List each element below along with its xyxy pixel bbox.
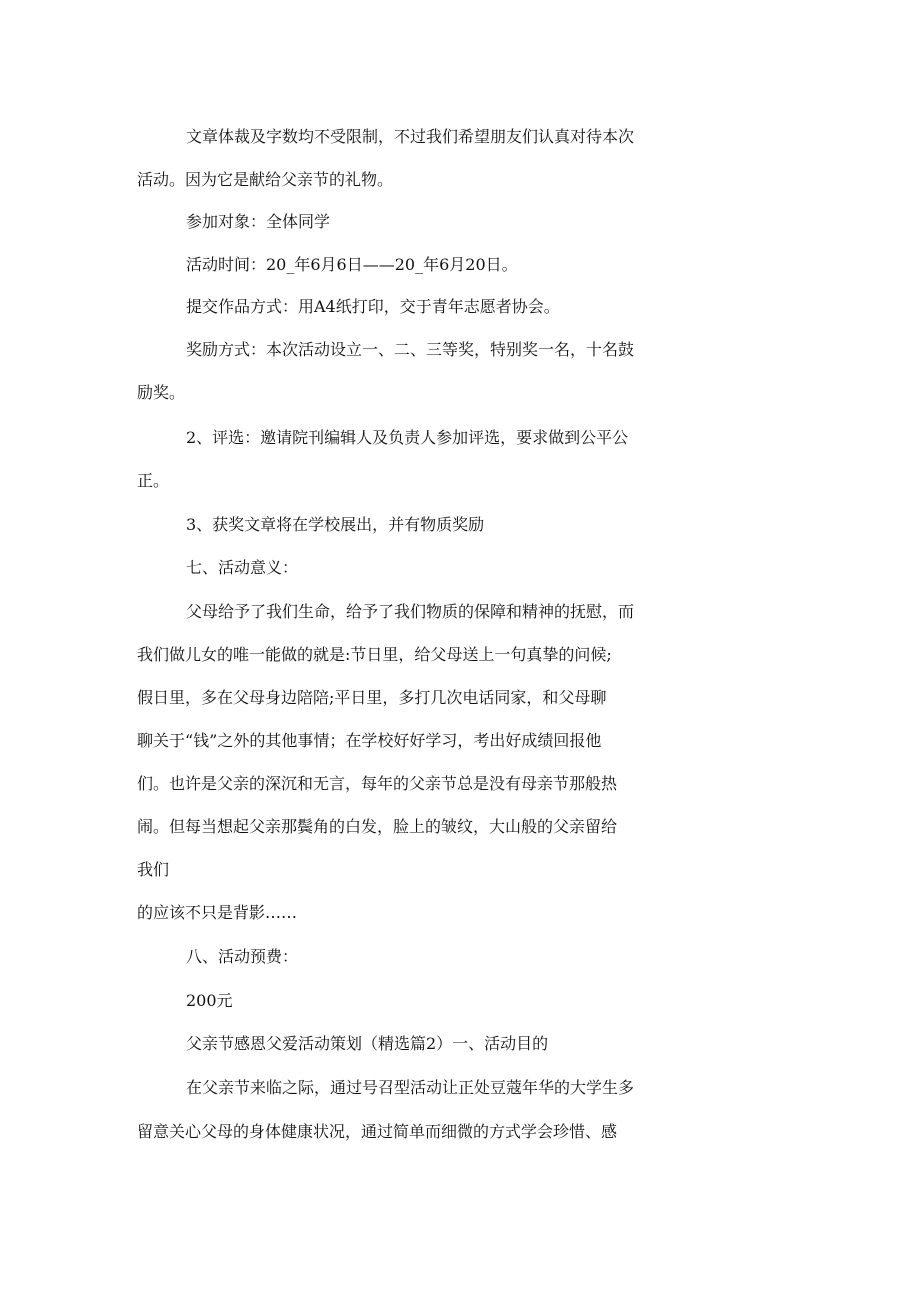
text-line: 励奖。 [137, 383, 186, 402]
section-heading: 七、活动意义： [186, 558, 299, 577]
text-line: 提交作品方式：用A4纸打印，交于青年志愿者协会。 [186, 297, 560, 316]
text-line: 我们 [137, 860, 170, 879]
text-line: 的应该不只是背影…… [137, 903, 298, 922]
text-line: 留意关心父母的身体健康状况，通过简单而细微的方式学会珍惜、感 [137, 1122, 618, 1141]
text-line: 假日里，多在父母身边陪陪;平日里，多打几次电话同家，和父母聊 [137, 688, 607, 707]
text-line: 父母给予了我们生命，给予了我们物质的保障和精神的抚慰，而 [186, 602, 635, 621]
text-line: 200元 [186, 991, 233, 1010]
text-line: 文章体裁及字数均不受限制，不过我们希望朋友们认真对待本次 [186, 127, 635, 146]
text-line: 活动时间：20_年6月6日——20_年6月20日。 [186, 255, 518, 274]
text-line: 活动。因为它是献给父亲节的礼物。 [137, 170, 394, 189]
text-line: 2、评选：邀请院刊编辑人及负责人参加评选，要求做到公平公 [186, 428, 629, 447]
section-heading: 父亲节感恩父爱活动策划（精选篇2）一、活动目的 [186, 1034, 549, 1053]
text-line: 我们做儿女的唯一能做的就是:节日里，给父母送上一句真挚的问候; [137, 645, 612, 664]
text-line: 奖励方式：本次活动设立一、二、三等奖，特别奖一名，十名鼓 [186, 340, 635, 359]
section-heading: 八、活动预费： [186, 947, 299, 966]
text-line: 聊关于“钱”之外的其他事情；在学校好好学习，考出好成绩回报他 [137, 731, 602, 750]
text-line: 在父亲节来临之际，通过号召型活动让正处豆蔻年华的大学生多 [186, 1078, 635, 1097]
text-line: 们。也许是父亲的深沉和无言，每年的父亲节总是没有母亲节那般热 [137, 774, 618, 793]
text-line: 正。 [137, 471, 170, 490]
text-line: 3、获奖文章将在学校展出，并有物质奖励 [186, 515, 485, 534]
text-line: 参加对象：全体同学 [186, 212, 331, 231]
text-line: 闹。但每当想起父亲那鬓角的白发，脸上的皱纹，大山般的父亲留给 [137, 817, 618, 836]
